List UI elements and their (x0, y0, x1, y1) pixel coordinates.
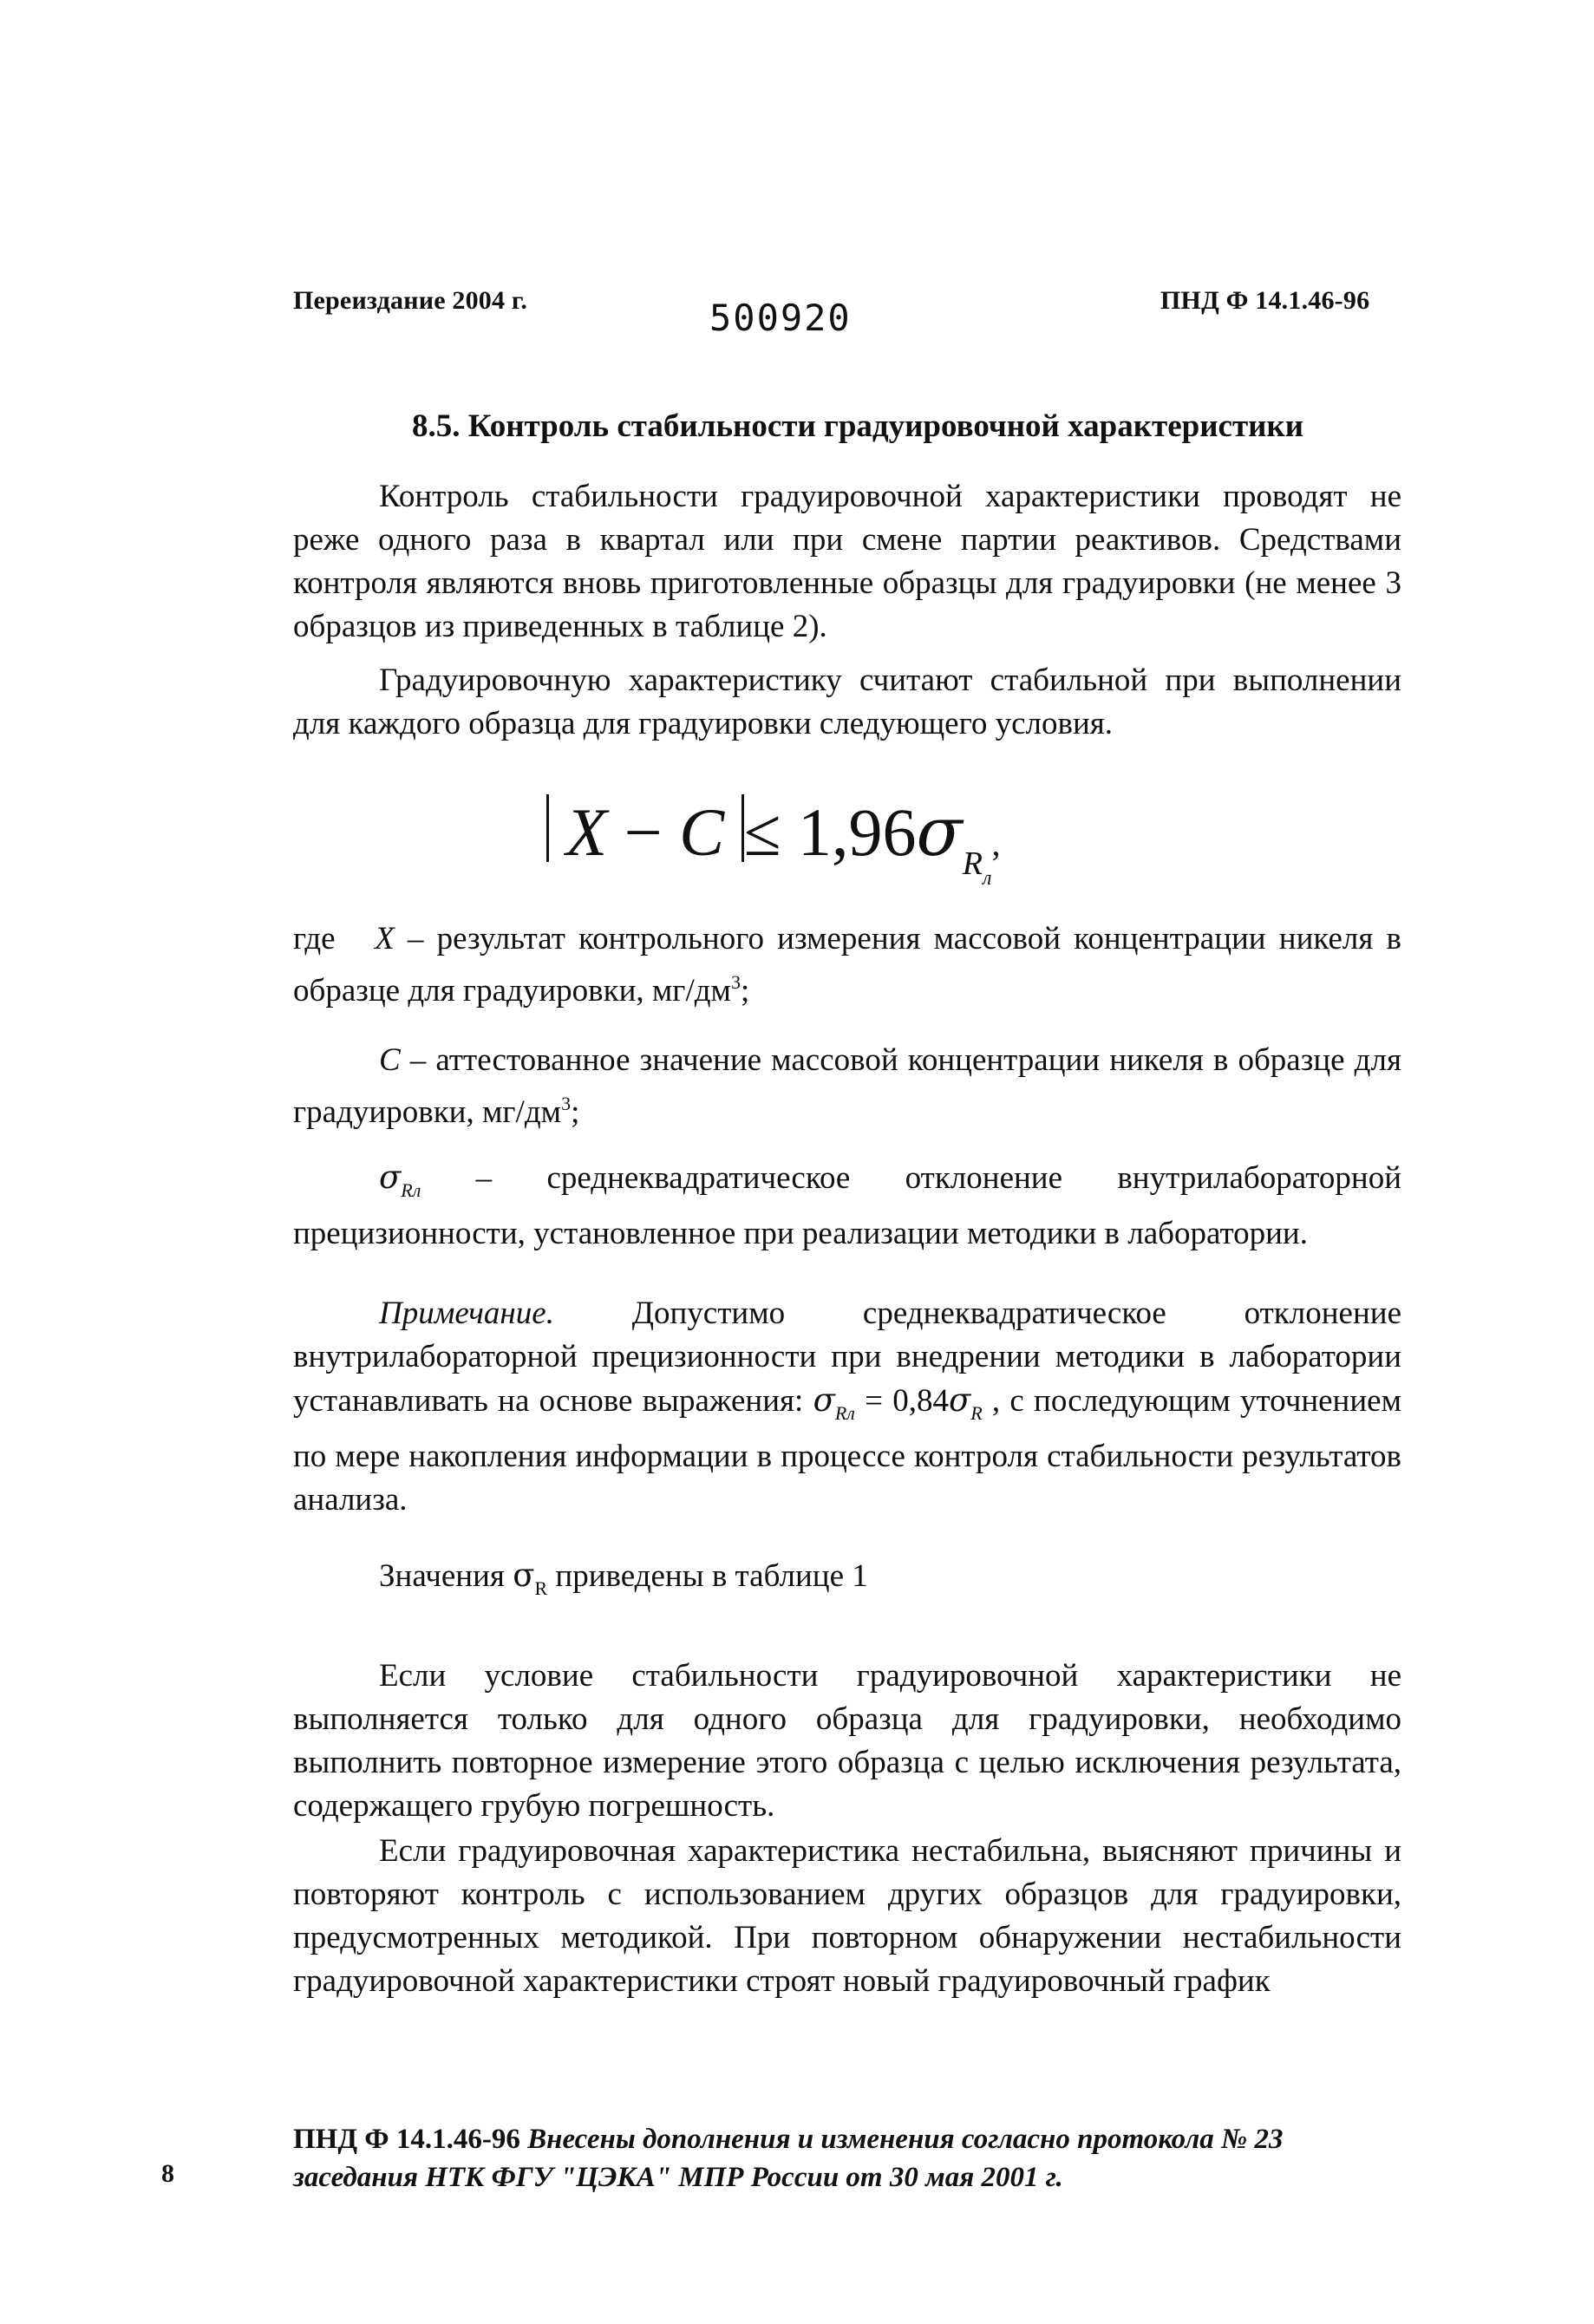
definition-x (293, 917, 1401, 1013)
note-paragraph (293, 1292, 1401, 1522)
definition-text: – результат контрольного измерения массовой концентрации никеля в образце для градуировки, мг/дм (293, 921, 1402, 1009)
paragraph-single-sample (293, 1655, 1401, 1828)
header-edition: Переиздание 2004 г. (293, 286, 528, 315)
header-document-code: ПНД Ф 14.1.46-96 (1160, 286, 1370, 315)
footer-text: Внесены дополнения и изменения согласно протокола № 23 заседания НТК ФГУ "ЦЭКА" МПР России от 30 мая 2001 г. (293, 2124, 1284, 2193)
definition-text: – среднеквадратическое отклонение внутрилабораторной прецизионности, установленное при реализации методики в лаборатории. (293, 1160, 1401, 1251)
values-text-continued: приведены в таблице 1 (547, 1558, 868, 1594)
semicolon: ; (740, 973, 750, 1009)
formula-sigma: σ (916, 793, 963, 872)
note-expression: = 0,84 (854, 1383, 949, 1419)
semicolon: ; (571, 1094, 580, 1130)
paragraph-text: Если условие стабильности градуировочной характеристики не выполняется только для одного образца для градуировки, необходимо выполнить повторное измерение этого образца с целью исключения результата, содержащего грубую погрешность. (293, 1658, 1401, 1824)
paragraph-stability-condition (293, 659, 1401, 746)
note-label: Примечание. (379, 1296, 554, 1331)
formula-x: X (565, 794, 608, 870)
stability-formula (546, 793, 1000, 891)
var-x: X (375, 921, 395, 956)
sigma-symbol: σ (379, 1159, 402, 1196)
sigma-subscript: Rл (401, 1179, 421, 1201)
sigma-symbol: σ (813, 1381, 835, 1419)
superscript-3: 3 (730, 971, 741, 993)
section-title: 8.5. Контроль стабильности градуировочной характеристики (412, 408, 1304, 444)
formula-minus: − (607, 794, 680, 870)
footer-code: ПНД Ф 14.1.46-96 (293, 2124, 528, 2155)
formula-subsub-l: л (982, 867, 992, 890)
formula-c: C (679, 794, 725, 870)
footer-note (293, 2120, 1412, 2197)
var-c: C (379, 1042, 401, 1078)
formula-comma: , (991, 824, 1001, 863)
paragraph-text: Градуировочную характеристику считают стабильной при выполнении для каждого образца для градуировки следующего условия. (293, 663, 1401, 741)
paragraph-unstable (293, 1830, 1401, 2003)
paragraph-text: Контроль стабильности градуировочной характеристики проводят не реже одного раза в квартал или при смене партии реактивов. Средствами контроля являются вновь приготовленные образцы для градуировки (не менее 3 образцов из приведенных в таблице 2). (293, 479, 1401, 644)
sigma-symbol: σ (513, 1557, 535, 1594)
sigma-subscript: Rл (834, 1402, 855, 1424)
sigma-subscript: R (534, 1577, 548, 1599)
definition-text: – аттестованное значение массовой концентрации никеля в образце для градуировки, мг/дм (293, 1042, 1401, 1130)
sigma-symbol: σ (948, 1381, 971, 1419)
where-word: где (293, 921, 336, 956)
formula-sub-r: R (962, 845, 983, 882)
sigma-subscript: R (970, 1402, 983, 1424)
values-text: Значения (379, 1558, 513, 1594)
note-text: Допустимо среднеквадратическое отклонение внутрилабораторной прецизионности при внедрении методики в лаборатории устанавливать на основе выражения: (293, 1296, 1401, 1419)
note-text-continued: , с последующим уточнением по мере накопления информации в процессе контроля стабильности результатов анализа. (293, 1383, 1401, 1518)
page-number: 8 (161, 2159, 174, 2188)
definition-c (293, 1039, 1401, 1134)
formula-relation: ≤ 1,96 (743, 794, 917, 870)
values-reference (379, 1557, 868, 1600)
superscript-3: 3 (561, 1093, 572, 1114)
paragraph-control-frequency (293, 475, 1401, 649)
definition-sigma (293, 1156, 1401, 1256)
paragraph-text: Если градуировочная характеристика нестабильна, выясняют причины и повторяют контроль с использованием других образцов для градуировки, предусмотренных методикой. При повторном обнаружении нестабильности градуировочной характеристики строят новый градуировочный график (293, 1833, 1401, 1999)
header-stamp-number: 500920 (709, 297, 852, 339)
abs-bar-left (546, 794, 549, 862)
